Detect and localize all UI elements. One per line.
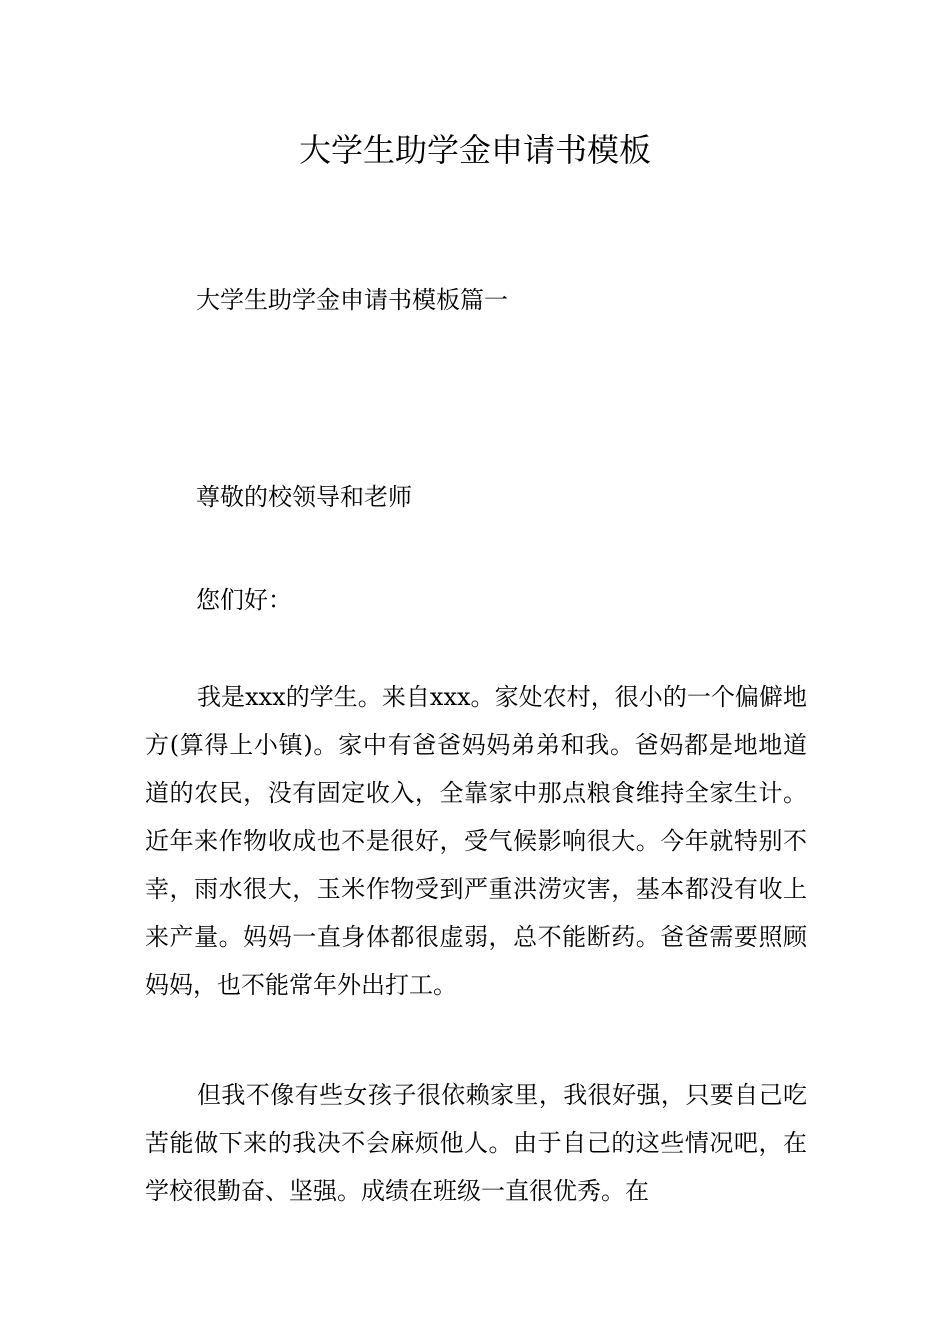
- document-subtitle: 大学生助学金申请书模板篇一: [196, 286, 508, 314]
- body-paragraph-2: 但我不像有些女孩子很依赖家里，我很好强，只要自己吃苦能做下来的我决不会麻烦他人。由于自己的这些情况吧，在学校很勤奋、坚强。成绩在班级一直很优秀。在: [145, 1081, 807, 1205]
- document-title: 大学生助学金申请书模板: [298, 131, 651, 169]
- salutation: 尊敬的校领导和老师: [196, 483, 412, 511]
- body-paragraph-1: 我是xxx的学生。来自xxx。家处农村，很小的一个偏僻地方(算得上小镇)。家中有爸爸妈妈弟弟和我。爸妈都是地地道道的农民，没有固定收入，全靠家中那点粮食维持全家生计。近年来作物收成也不是很好，受气候影响很大。今年就特别不幸，雨水很大，玉米作物受到严重洪涝灾害，基本都没有收上来产量。妈妈一直身体都很虚弱，总不能断药。爸爸需要照顾妈妈，也不能常年外出打工。: [145, 683, 807, 999]
- greeting: 您们好：: [196, 586, 292, 614]
